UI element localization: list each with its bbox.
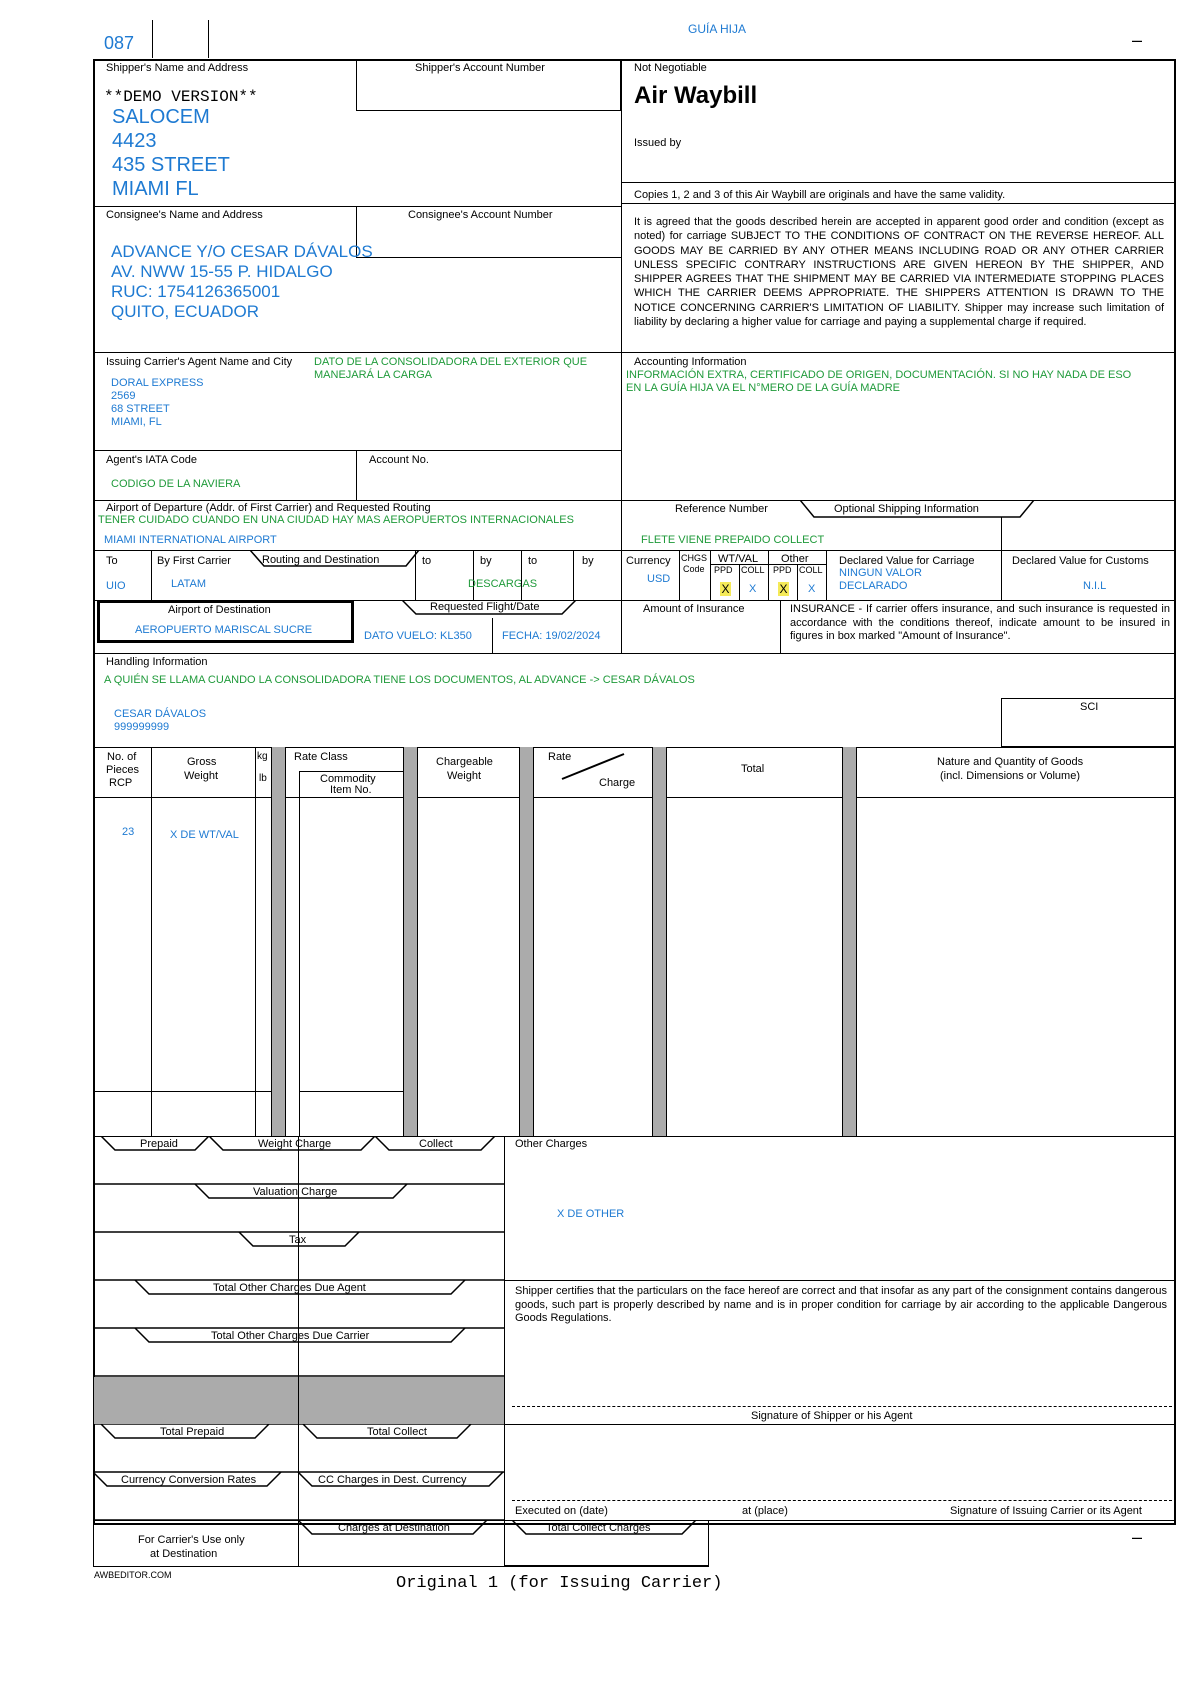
declared-carriage-value: DECLARADO <box>839 580 908 592</box>
cc-charges-label: CC Charges in Dest. Currency <box>318 1474 467 1486</box>
pieces-label: RCP <box>109 777 133 789</box>
due-agent-label: Total Other Charges Due Agent <box>213 1282 366 1294</box>
divider <box>93 1566 709 1567</box>
divider <box>739 564 740 600</box>
kg-label: kg <box>257 751 268 762</box>
carrier-use-label: at Destination <box>150 1548 218 1560</box>
currency-rates-label: Currency Conversion Rates <box>121 1474 257 1486</box>
divider <box>856 747 857 1136</box>
prefix-divider <box>152 20 153 58</box>
weight-value: X DE WT/VAL <box>170 829 239 841</box>
pieces-label: No. of <box>107 751 137 763</box>
issuing-agent-note: MANEJARÁ LA CARGA <box>314 369 432 381</box>
gross-label: Weight <box>184 770 219 782</box>
demo-version: **DEMO VERSION** <box>104 88 258 106</box>
currency-value: USD <box>647 573 671 585</box>
awb-prefix: 087 <box>104 33 135 53</box>
reference-number-label: Reference Number <box>675 503 768 515</box>
prefix-divider <box>208 20 209 58</box>
issuing-agent-label: Issuing Carrier's Agent Name and City <box>106 356 293 368</box>
departure-airport: MIAMI INTERNATIONAL AIRPORT <box>104 534 277 546</box>
handling-note: A QUIÉN SE LLAMA CUANDO LA CONSOLIDADORA TIENE LOS DOCUMENTOS, AL ADVANCE -> CESAR DÁVALOS <box>104 674 695 686</box>
account-no-label: Account No. <box>369 454 429 466</box>
departure-label: Airport of Departure (Addr. of First Carrier) and Requested Routing <box>106 502 431 514</box>
insurance-amount-label: Amount of Insurance <box>643 603 745 615</box>
handling-contact-phone: 999999999 <box>114 721 170 733</box>
charge-label: Charge <box>599 777 636 789</box>
freight-note: FLETE VIENE PREPAIDO COLLECT <box>641 534 825 546</box>
divider <box>298 1376 299 1424</box>
commodity-label: Commodity <box>320 773 376 785</box>
issued-by-label: Issued by <box>634 137 682 149</box>
divider <box>285 747 286 1136</box>
consignee-address: AV. NWW 15-55 P. HIDALGO <box>111 262 333 281</box>
charges-destination-label: Charges at Destination <box>338 1522 450 1534</box>
divider <box>151 550 152 600</box>
consignee-ruc: RUC: 1754126365001 <box>111 282 281 301</box>
insurance-text: INSURANCE - If carrier offers insurance, and such insurance is requested in accordance with the conditions thereof, indicate amount to be insured in figures in box marked "Amount of Insurance". <box>790 603 1170 642</box>
coll-label: COLL <box>741 565 765 575</box>
consignee-city: QUITO, ECUADOR <box>111 302 259 321</box>
by2-label: by <box>480 555 492 567</box>
gray-column <box>519 747 533 1136</box>
other-label: Other <box>781 553 809 565</box>
departure-note: TENER CUIDADO CUANDO EN UNA CIUDAD HAY MAS AEROPUERTOS INTERNACIONALES <box>98 514 574 526</box>
agent-number: 2569 <box>111 390 136 402</box>
due-carrier-label: Total Other Charges Due Carrier <box>211 1330 370 1342</box>
guia-hija-label: GUÍA HIJA <box>688 22 747 36</box>
chargeable-label: Chargeable <box>436 756 493 768</box>
nature-label: Nature and Quantity of Goods <box>937 756 1084 768</box>
consignee-label: Consignee's Name and Address <box>106 209 263 221</box>
declared-customs-value: N.I.L <box>1083 580 1107 592</box>
other-charges-label: Other Charges <box>515 1138 588 1150</box>
signature-shipper-label: Signature of Shipper or his Agent <box>751 1410 913 1422</box>
to-value: UIO <box>106 580 126 592</box>
first-carrier-label: By First Carrier <box>157 555 231 567</box>
copies-note: Copies 1, 2 and 3 of this Air Waybill are originals and have the same validity. <box>634 189 1006 201</box>
currency-label: Currency <box>626 555 671 567</box>
agent-street: 68 STREET <box>111 403 170 415</box>
divider <box>356 257 621 258</box>
divider <box>533 747 534 1136</box>
divider <box>504 1424 1176 1425</box>
gross-label: Gross <box>187 756 217 768</box>
divider <box>93 1520 94 1566</box>
gray-column <box>271 747 285 1136</box>
wtval-ppd-mark: X <box>721 582 730 596</box>
carrier-use-label: For Carrier's Use only <box>138 1534 245 1546</box>
rate-class-label: Rate Class <box>294 751 348 763</box>
footer-original: Original 1 (for Issuing Carrier) <box>396 1574 723 1593</box>
signature-line <box>512 1500 1172 1501</box>
consignee-name: ADVANCE Y/O CESAR DÁVALOS <box>111 242 373 261</box>
shipper-label: Shipper's Name and Address <box>106 62 249 74</box>
accounting-label: Accounting Information <box>634 356 747 368</box>
divider <box>679 550 680 600</box>
pieces-label: Pieces <box>106 764 140 776</box>
left-right-divider <box>621 59 622 653</box>
nature-label: (incl. Dimensions or Volume) <box>940 770 1080 782</box>
optional-shipping-label: Optional Shipping Information <box>834 503 979 515</box>
divider <box>93 1091 272 1092</box>
divider <box>299 771 300 1136</box>
collect-label: Collect <box>419 1138 453 1150</box>
commodity-label: Item No. <box>330 784 372 796</box>
signature-line <box>512 1406 1172 1407</box>
flight-date: FECHA: 19/02/2024 <box>502 630 601 642</box>
agent-city: MIAMI, FL <box>111 416 162 428</box>
awb-title: Air Waybill <box>634 82 758 109</box>
signature-carrier-label: Signature of Issuing Carrier or its Agent <box>950 1505 1142 1517</box>
divider <box>299 771 403 772</box>
routing-label: Routing and Destination <box>262 554 380 566</box>
certification-text: Shipper certifies that the particulars on the face hereof are correct and that insofar as any part of the consignment contains dangerous goods, such part is properly described by name and is in proper condition for carriage by air according to the applicable Dangerous Goods Regulations. <box>515 1285 1167 1324</box>
divider <box>255 747 256 1136</box>
shipper-street: 435 STREET <box>112 154 230 176</box>
gray-column <box>652 747 666 1136</box>
destination-label: Airport of Destination <box>168 604 271 616</box>
divider <box>842 747 843 1136</box>
divider <box>93 653 1176 654</box>
code-label: Code <box>683 564 705 574</box>
ppd-label: PPD <box>773 565 792 575</box>
divider <box>710 550 711 600</box>
total-prepaid-label: Total Prepaid <box>160 1426 225 1438</box>
total-collect-charges-label: Total Collect Charges <box>546 1522 651 1534</box>
footer-site: AWBEDITOR.COM <box>94 1570 172 1580</box>
divider <box>356 450 357 500</box>
divider <box>519 747 520 1136</box>
divider <box>1001 517 1002 550</box>
chgs-label: CHGS <box>681 553 708 563</box>
shipper-name: SALOCEM <box>112 106 210 128</box>
divider <box>473 550 474 600</box>
divider <box>652 747 653 1136</box>
divider <box>93 206 621 207</box>
rate-label: Rate <box>548 751 572 763</box>
consignee-account-label: Consignee's Account Number <box>408 209 553 221</box>
chargeable-label: Weight <box>447 770 482 782</box>
agreement-text: It is agreed that the goods described herein are accepted in apparent good order and condition (except as noted) for carriage SUBJECT TO THE CONDITIONS OF CONTRACT ON THE REVERSE HEREOF. ALL GOODS MAY BE CARRIED BY ANY OTHER MEANS INCLUDING ROAD OR ANY OTHER CARRIER UNLESS SPECIFIC CONTRARY INSTRUCTIONS ARE GIVEN HEREON BY THE SHIPPER, AND SHIPPER AGREES THAT THE SHIPMENT MAY BE CARRIED VIA INTERMEDIATE STOPPING PLACES WHICH THE CARRIER DEEMS APPROPRIATE. THE SHIPPERS ATTENTION IS DRAWN TO THE NOTICE CONCERNING CARRIER'S LIMITATION OF LIABILITY. Shipper may increase such limitation of liability by declaring a higher value for carriage and paying a supplemental charge if required. <box>634 216 1164 329</box>
weight-charge-label: Weight Charge <box>258 1138 332 1150</box>
handling-contact-name: CESAR DÁVALOS <box>114 708 207 720</box>
divider <box>417 747 418 1136</box>
ppd-label: PPD <box>714 565 733 575</box>
coll-label: COLL <box>799 565 823 575</box>
divider <box>621 182 1176 183</box>
accounting-line: EN LA GUÍA HIJA VA EL N°MERO DE LA GUÍA MADRE <box>626 382 900 394</box>
divider <box>151 747 152 1136</box>
divider <box>780 600 781 653</box>
divider <box>666 747 667 1136</box>
other-coll-mark: X <box>808 583 816 595</box>
lb-label: lb <box>259 773 267 784</box>
shipper-account-label: Shipper's Account Number <box>415 62 545 74</box>
gray-block <box>94 1377 504 1424</box>
divider <box>492 618 493 653</box>
executed-on-label: Executed on (date) <box>515 1505 608 1517</box>
divider <box>93 450 621 451</box>
divider <box>93 352 1176 353</box>
prepaid-label: Prepaid <box>140 1138 178 1150</box>
at-place-label: at (place) <box>742 1505 788 1517</box>
divider <box>1001 550 1002 600</box>
bottom-dash: – <box>1132 1527 1143 1547</box>
divider <box>299 1091 403 1092</box>
divider <box>415 550 416 600</box>
divider <box>271 747 272 1136</box>
accounting-line: INFORMACIÓN EXTRA, CERTIFICADO DE ORIGEN, DOCUMENTACIÓN. SI NO HAY NADA DE ESO <box>626 369 1132 381</box>
total-collect-label: Total Collect <box>367 1426 427 1438</box>
divider <box>504 1280 1176 1281</box>
other-charges-value: X DE OTHER <box>557 1208 625 1220</box>
flight-label: Requested Flight/Date <box>430 601 540 613</box>
to3-label: to <box>528 555 538 567</box>
declared-customs-label: Declared Value for Customs <box>1012 555 1149 567</box>
valuation-label: Valuation Charge <box>253 1186 338 1198</box>
divider <box>797 564 798 600</box>
destination-value: AEROPUERTO MARISCAL SUCRE <box>135 624 313 636</box>
gray-column <box>403 747 417 1136</box>
divider <box>403 747 404 1136</box>
divider <box>768 550 769 600</box>
divider <box>573 550 574 600</box>
charge-tabs <box>93 1136 505 1576</box>
flight-value: DATO VUELO: KL350 <box>364 630 472 642</box>
not-negotiable: Not Negotiable <box>634 62 707 74</box>
declared-carriage-value: NINGUN VALOR <box>839 567 922 579</box>
first-carrier-value: LATAM <box>171 578 207 590</box>
handling-label: Handling Information <box>106 656 208 668</box>
top-dash: – <box>1132 30 1143 50</box>
divider <box>521 550 522 600</box>
iata-value: CODIGO DE LA NAVIERA <box>111 478 241 490</box>
divider <box>621 203 1176 204</box>
gray-column <box>842 747 856 1136</box>
other-ppd-mark: X <box>779 582 788 596</box>
wtval-coll-mark: X <box>749 583 757 595</box>
by3-label: by <box>582 555 594 567</box>
to-label: To <box>106 555 118 567</box>
pieces-value: 23 <box>122 826 135 838</box>
total-label: Total <box>741 763 765 775</box>
iata-label: Agent's IATA Code <box>106 454 197 466</box>
divider <box>826 550 827 600</box>
sci-label: SCI <box>1080 701 1099 713</box>
wtval-label: WT/VAL <box>718 553 759 565</box>
declared-carriage-label: Declared Value for Carriage <box>839 555 975 567</box>
shipper-city: MIAMI FL <box>112 178 199 200</box>
tax-label: Tax <box>289 1234 307 1246</box>
issuing-agent-note: DATO DE LA CONSOLIDADORA DEL EXTERIOR QUE <box>314 356 588 368</box>
shipper-number: 4423 <box>112 130 157 152</box>
agent-name: DORAL EXPRESS <box>111 377 204 389</box>
descargas-note: DESCARGAS <box>468 578 538 590</box>
to2-label: to <box>422 555 432 567</box>
